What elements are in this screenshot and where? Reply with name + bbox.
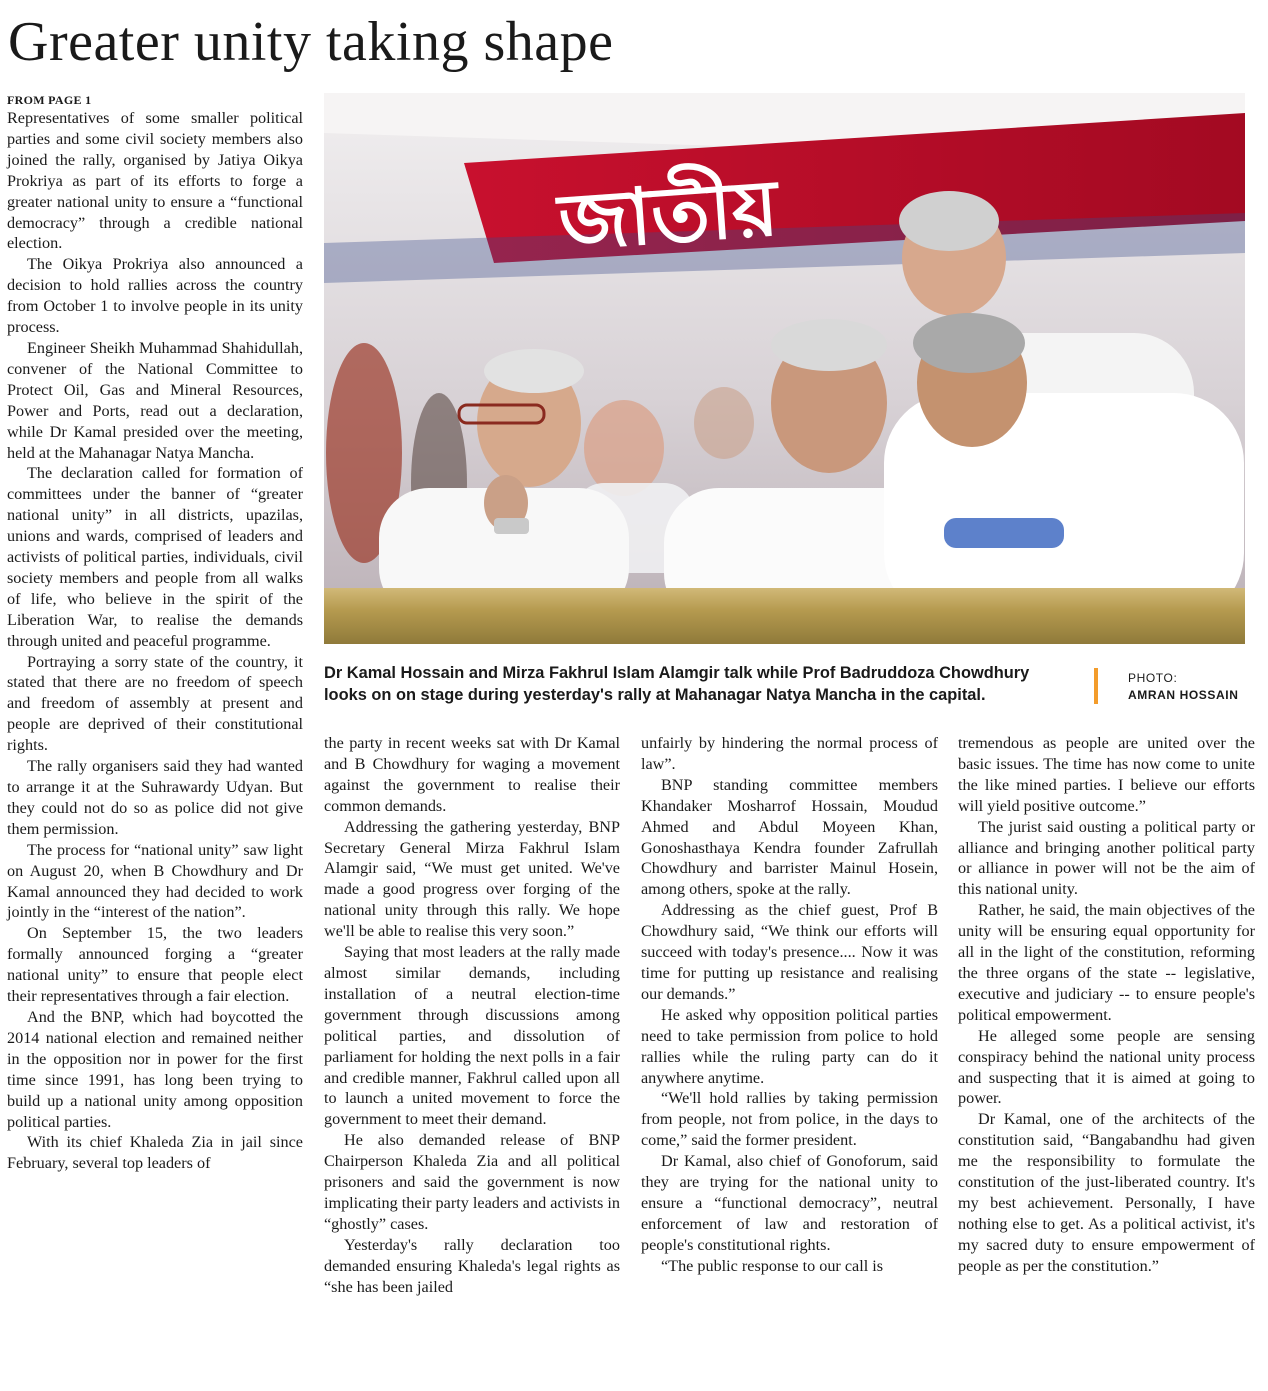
paragraph: Rather, he said, the main objectives of the unity will be ensuring equal opportunity for all in the light of the constitution, reforming the three organs of the state -- legislative, executive and judiciary -- to ensure people's political empowerment. xyxy=(958,901,1255,1024)
paragraph: Portraying a sorry state of the country, it stated that there are no freedom of speech and freedom of assembly at present and people are deprived of their constitutional rights. xyxy=(7,652,303,755)
photo-credit-label: PHOTO: xyxy=(1128,671,1178,685)
paragraph: The declaration called for formation of committees under the banner of “greater national unity” in all districts, upazilas, unions and wards, comprised of leaders and activists of political parties, individuals, civil society members and people from all walks of life, who believe in the spirit of the Liberation War, to realise the demands through united and peaceful programme. xyxy=(7,464,303,650)
paragraph: Dr Kamal, one of the architects of the constitution said, “Bangabandhu had given me the responsibility to formulate the constitution of the just-liberated country. It's my best achievement. Personally, I have nothing else to get. As a political activist, it's my sacred duty to ensure empowerment of people as per the constitution.” xyxy=(958,1110,1255,1275)
photo-credit xyxy=(1128,670,1238,704)
paragraph: Dr Kamal, also chief of Gonoforum, said they are trying for the national unity to ensure a “functional democracy”, neutral enforcement of law and restoration of people's constitutional rights. xyxy=(641,1152,938,1254)
paragraph: Engineer Sheikh Muhammad Shahidullah, convener of the National Committee to Protect Oil, Gas and Mineral Resources, Power and Ports, read out a declaration, while Dr Kamal presided over the meeting, held at the Mahanagar Natya Mancha. xyxy=(7,338,303,462)
paragraph: And the BNP, which had boycotted the 2014 national election and remained neither in the opposition nor in power for the first time since 1991, has long been trying to build up a national unity among opposition political parties. xyxy=(7,1007,303,1131)
paragraph: He alleged some people are sensing conspiracy behind the national unity process and suspecting that it is aimed at going to power. xyxy=(958,1026,1255,1108)
paragraph: With its chief Khaleda Zia in jail since February, several top leaders of xyxy=(7,1133,303,1173)
paragraph: Addressing as the chief guest, Prof B Chowdhury said, “We think our efforts will succeed with today's presence.... Now it was time for putting up resistance and realising our demands.” xyxy=(641,901,938,1003)
paragraph: “The public response to our call is xyxy=(661,1256,884,1275)
paragraph: The Oikya Prokriya also announced a decision to hold rallies across the country from October 1 to involve people in its unity process. xyxy=(7,255,303,337)
credit-accent-bar xyxy=(1094,668,1098,704)
paragraph: He also demanded release of BNP Chairperson Khaleda Zia and all political prisoners and said the government is now implicating their party leaders and activists in “ghostly” cases. xyxy=(324,1131,620,1233)
article-column-2 xyxy=(324,733,620,1297)
paragraph: The process for “national unity” saw light on August 20, when B Chowdhury and Dr Kamal announced they had decided to work jointly in the “interest of the nation”. xyxy=(7,840,303,922)
paragraph: The jurist said ousting a political party or alliance and bringing another political party or alliance in power will not be the aim of this national unity. xyxy=(958,817,1255,899)
paragraph: The rally organisers said they had wanted to arrange it at the Suhrawardy Udyan. But they could not do so as police did not give them permission. xyxy=(7,757,303,838)
paragraph: “We'll hold rallies by taking permission from people, not from police, in the days to come,” said the former president. xyxy=(641,1089,938,1150)
rally-photo xyxy=(324,93,1245,644)
paragraph: He asked why opposition political parties need to take permission from police to hold rallies while the ruling party can do it anywhere anytime. xyxy=(641,1005,938,1087)
photo-caption: Dr Kamal Hossain and Mirza Fakhrul Islam Alamgir talk while Prof Badruddoza Chowdhury looks on on stage during yesterday's rally at Mahanagar Natya Mancha in the capital. xyxy=(324,664,1030,704)
continued-from-kicker: FROM PAGE 1 xyxy=(7,93,92,107)
paragraph: Addressing the gathering yesterday, BNP Secretary General Mirza Fakhrul Islam Alamgir said, “We must get united. We've made a good progress over forging of the national unity through this rally. We hope we'll be able to realise this very soon.” xyxy=(324,817,620,941)
rally-photo-illustration xyxy=(324,93,1245,644)
paragraph: Saying that most leaders at the rally made almost similar demands, including installation of a neutral election-time government through discussions among political parties, and dissolution of parliament for holding the next polls in a fair and credible manner, Fakhrul called upon all to launch a united movement to force the government to meet their demand. xyxy=(324,943,620,1129)
paragraph: unfairly by hindering the normal process of law”. xyxy=(641,734,938,773)
paragraph: BNP standing committee members Khandaker Mosharrof Hossain, Moudud Ahmed and Abdul Moyeen Khan, Gonoshasthaya Kendra founder Zafrullah Chowdhury and barrister Mainul Hosein, among others, spoke at the rally. xyxy=(641,775,938,899)
paragraph: Representatives of some smaller political parties and some civil society members also joined the rally, organised by Jatiya Oikya Prokriya as part of its efforts to forge a greater national unity to ensure a “functional democracy” through a credible national election. xyxy=(7,109,303,253)
article-column-3 xyxy=(641,733,938,1277)
paragraph: tremendous as people are united over the basic issues. The time has now come to unite the like mined parties. I believe our efforts will yield positive outcome.” xyxy=(958,734,1255,815)
article-column-4 xyxy=(958,733,1255,1277)
headline: Greater unity taking shape xyxy=(8,11,614,73)
photographer-name: AMRAN HOSSAIN xyxy=(1128,688,1239,702)
paragraph: On September 15, the two leaders formally announced forging a “greater national unity” to ensure that people elect their representatives through a fair election. xyxy=(7,924,303,1006)
paragraph: Yesterday's rally declaration too demanded ensuring Khaleda's legal rights as “she has been jailed xyxy=(324,1235,620,1296)
paragraph: the party in recent weeks sat with Dr Kamal and B Chowdhury for waging a movement against the government to realise their common demands. xyxy=(324,734,620,815)
article-column-1 xyxy=(7,92,303,1174)
banner-text: জাতীয় xyxy=(555,163,781,269)
